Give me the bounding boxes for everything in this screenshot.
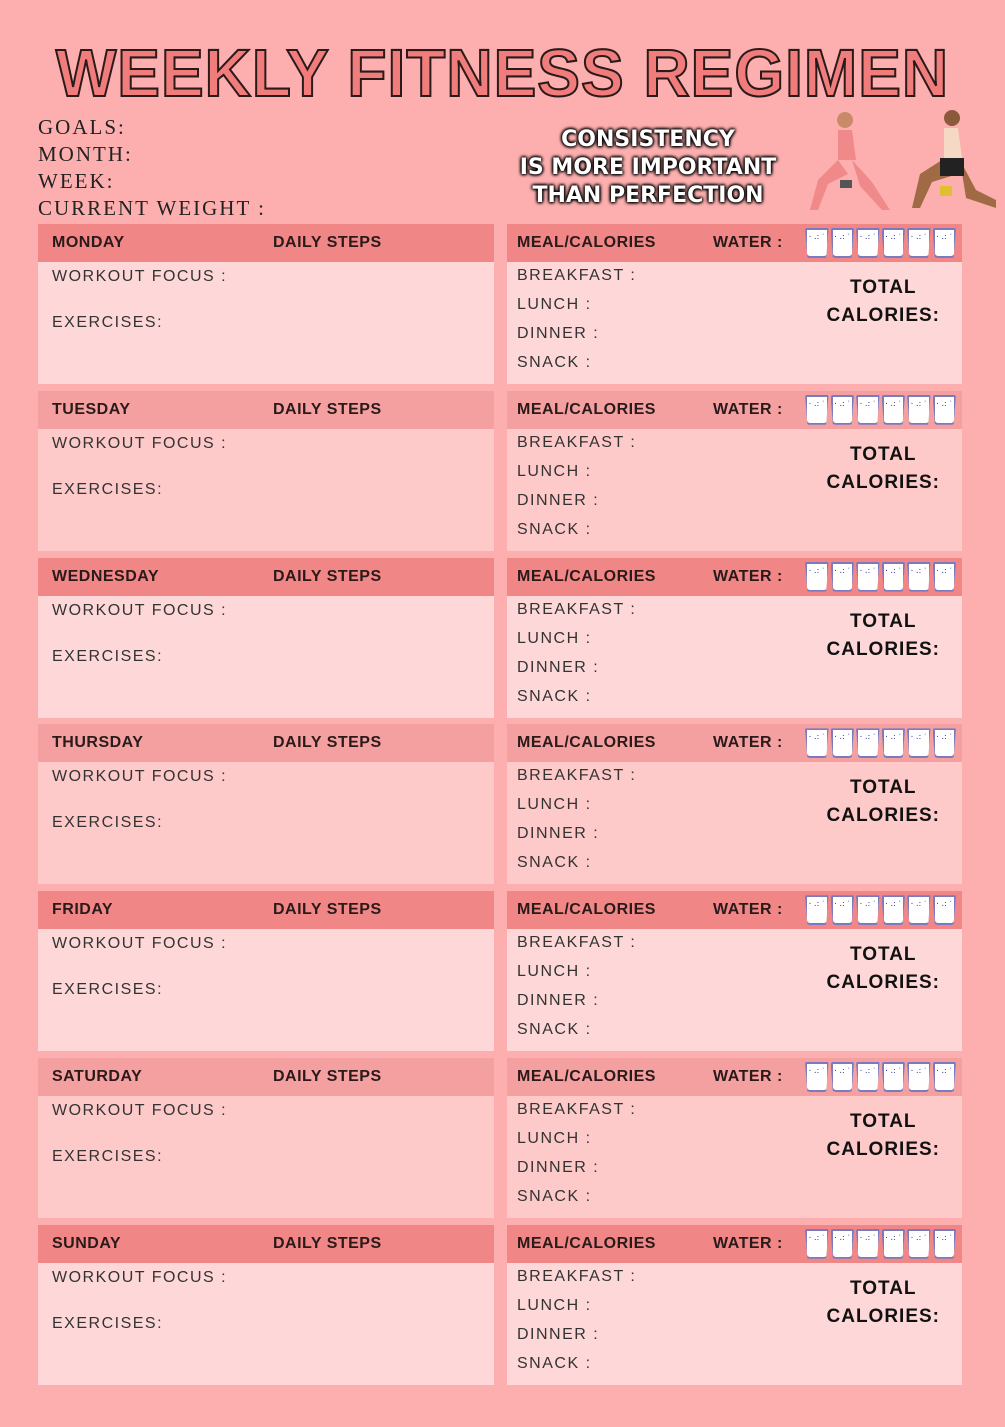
water-cup-icon[interactable] [907,728,931,758]
workout-focus-field[interactable]: WORKOUT FOCUS : [52,601,228,619]
workout-card-body [38,596,494,718]
exercises-field[interactable]: EXERCISES: [52,1148,164,1165]
week-label: WEEK: [38,169,115,193]
water-cup-icon[interactable] [805,895,829,925]
total-label: TOTAL [849,277,917,298]
meal-card-header [507,724,962,762]
meal-card-body [507,929,962,1051]
water-cup-icon[interactable] [805,1229,829,1259]
workout-card-friday [38,891,494,1051]
breakfast-field[interactable]: BREAKFAST : [517,1101,637,1118]
meal-card-thursday [507,724,962,884]
water-cup-icon[interactable] [933,228,957,258]
daily-steps-field[interactable]: DAILY STEPS [273,400,382,418]
workout-card-header [38,558,494,596]
workout-focus-field[interactable]: WORKOUT FOCUS : [52,1102,228,1119]
exercises-field[interactable]: EXERCISES: [52,314,164,331]
meal-calories-label: MEAL/CALORIES [517,1234,656,1252]
water-tracker [805,895,956,925]
workout-focus-field[interactable]: WORKOUT FOCUS : [52,768,228,786]
total-label: TOTAL [849,1111,917,1132]
water-label: WATER : [713,400,783,418]
water-tracker [805,728,956,758]
dinner-field[interactable]: DINNER : [517,992,600,1010]
workout-card-body [38,262,494,384]
water-cup-icon[interactable] [882,1229,906,1259]
water-cup-icon[interactable] [907,1229,931,1259]
meal-card-tuesday [507,391,962,551]
month-label: MONTH: [38,142,133,166]
total-label: TOTAL [849,610,917,632]
snack-field[interactable]: SNACK : [517,1021,592,1039]
meal-calories-label: MEAL/CALORIES [517,234,656,251]
total-calories-field[interactable] [827,274,941,330]
calories-label: CALORIES: [826,805,940,827]
water-cup-icon[interactable] [882,895,906,925]
meal-card-monday [507,224,962,384]
water-cup-icon[interactable] [882,728,906,758]
day-label: WEDNESDAY [52,567,160,585]
workout-card-header [38,891,494,929]
water-label: WATER : [713,1234,783,1252]
water-label: WATER : [713,1068,783,1085]
workout-card-header [38,1225,494,1263]
day-label: SATURDAY [52,1068,143,1085]
water-label: WATER : [713,567,783,585]
lunch-field[interactable]: LUNCH : [517,796,592,814]
meal-card-sunday [507,1225,962,1385]
water-cup-icon[interactable] [831,728,855,758]
water-cup-icon[interactable] [907,228,931,258]
water-tracker [805,228,956,258]
day-label: THURSDAY [52,734,144,752]
workout-focus-field[interactable]: WORKOUT FOCUS : [52,935,228,953]
lunch-field[interactable]: LUNCH : [517,629,592,647]
water-cup-icon[interactable] [831,562,855,592]
meal-card-body [507,429,962,551]
calories-label: CALORIES: [826,1139,940,1160]
workout-card-body [38,429,494,551]
water-cup-icon[interactable] [831,395,855,425]
total-calories-field[interactable] [827,1275,941,1331]
exercises-field[interactable]: EXERCISES: [52,981,164,999]
snack-field[interactable]: SNACK : [517,687,592,705]
water-tracker [805,562,956,592]
daily-steps-field[interactable]: DAILY STEPS [273,734,382,752]
water-cup-icon[interactable] [856,562,880,592]
water-cup-icon[interactable] [907,395,931,425]
workout-focus-field[interactable]: WORKOUT FOCUS : [52,268,228,285]
dinner-field[interactable]: DINNER : [517,658,600,676]
water-cup-icon[interactable] [856,728,880,758]
day-label: SUNDAY [52,1234,122,1252]
meal-card-header [507,224,962,262]
water-cup-icon[interactable] [856,1062,880,1092]
calories-label: CALORIES: [826,1305,940,1327]
dinner-field[interactable]: DINNER : [517,1325,600,1343]
meal-card-body [507,1263,962,1385]
water-cup-icon[interactable] [882,562,906,592]
breakfast-field[interactable]: BREAKFAST : [517,267,637,284]
water-label: WATER : [713,734,783,752]
meal-calories-label: MEAL/CALORIES [517,901,656,919]
quote-line: IS MORE IMPORTANT [519,155,777,180]
lunch-field[interactable]: LUNCH : [517,462,592,480]
water-cup-icon[interactable] [805,228,829,258]
day-label: FRIDAY [52,901,114,919]
water-cup-icon[interactable] [831,1062,855,1092]
meal-card-wednesday [507,558,962,718]
water-cup-icon[interactable] [831,228,855,258]
day-label: TUESDAY [52,400,131,418]
water-label: WATER : [713,234,783,251]
workout-card-tuesday [38,391,494,551]
workout-figures-illustration [800,108,1005,223]
total-calories-field[interactable] [827,774,941,830]
workout-focus-field[interactable]: WORKOUT FOCUS : [52,434,228,452]
water-cup-icon[interactable] [933,1229,957,1259]
workout-card-body [38,762,494,884]
water-cup-icon[interactable] [856,228,880,258]
total-calories-field[interactable] [827,941,941,997]
water-cup-icon[interactable] [933,728,957,758]
workout-card-body [38,929,494,1051]
water-cup-icon[interactable] [882,228,906,258]
meal-card-friday [507,891,962,1051]
water-cup-icon[interactable] [933,395,957,425]
water-cup-icon[interactable] [882,1062,906,1092]
calories-label: CALORIES: [826,638,940,660]
exercises-field[interactable]: EXERCISES: [52,647,164,665]
meal-calories-label: MEAL/CALORIES [517,567,656,585]
water-tracker [805,395,956,425]
meal-card-body [507,762,962,884]
daily-steps-field[interactable]: DAILY STEPS [273,234,382,251]
water-cup-icon[interactable] [805,562,829,592]
snack-field[interactable]: SNACK : [517,520,592,538]
water-cup-icon[interactable] [933,1062,957,1092]
lunch-field[interactable]: LUNCH : [517,296,592,313]
water-cup-icon[interactable] [831,895,855,925]
water-cup-icon[interactable] [805,395,829,425]
lunch-field[interactable]: LUNCH : [517,1130,592,1147]
meal-card-header [507,558,962,596]
calories-label: CALORIES: [826,305,940,326]
meal-card-header [507,1058,962,1096]
dinner-field[interactable]: DINNER : [517,325,600,342]
exercises-field[interactable]: EXERCISES: [52,1314,164,1332]
exercises-field[interactable]: EXERCISES: [52,480,164,498]
meal-card-body [507,596,962,718]
dinner-field[interactable]: DINNER : [517,825,600,843]
water-cup-icon[interactable] [856,1229,880,1259]
water-cup-icon[interactable] [831,1229,855,1259]
water-cup-icon[interactable] [933,895,957,925]
page-title: WEEKLY FITNESS REGIMEN [55,35,950,111]
total-label: TOTAL [849,777,917,799]
breakfast-field[interactable]: BREAKFAST : [517,433,637,451]
breakfast-field[interactable]: BREAKFAST : [517,934,637,952]
calories-label: CALORIES: [826,471,940,493]
meal-card-body [507,1096,962,1218]
meal-calories-label: MEAL/CALORIES [517,1068,656,1085]
water-cup-icon[interactable] [805,728,829,758]
workout-card-saturday [38,1058,494,1218]
water-cup-icon[interactable] [805,1062,829,1092]
workout-card-header [38,224,494,262]
workout-card-header [38,391,494,429]
workout-focus-field[interactable]: WORKOUT FOCUS : [52,1268,228,1286]
water-cup-icon[interactable] [907,895,931,925]
quote-line: CONSISTENCY [561,127,735,152]
meal-card-saturday [507,1058,962,1218]
total-label: TOTAL [849,944,917,966]
motivational-quote [500,126,796,210]
workout-card-body [38,1263,494,1385]
meal-calories-label: MEAL/CALORIES [517,734,656,752]
dinner-field[interactable]: DINNER : [517,491,600,509]
total-calories-field[interactable] [827,1108,941,1164]
goals-label: GOALS: [38,115,126,139]
water-cup-icon[interactable] [907,562,931,592]
workout-card-monday [38,224,494,384]
meal-card-body [507,262,962,384]
water-label: WATER : [713,901,783,919]
total-label: TOTAL [849,443,917,465]
calories-label: CALORIES: [826,972,940,994]
lunch-field[interactable]: LUNCH : [517,1296,592,1314]
water-cup-icon[interactable] [856,395,880,425]
water-tracker [805,1229,956,1259]
daily-steps-field[interactable]: DAILY STEPS [273,1234,382,1252]
day-label: MONDAY [52,234,125,251]
total-calories-field[interactable] [827,608,941,664]
snack-field[interactable]: SNACK : [517,354,592,371]
daily-steps-field[interactable]: DAILY STEPS [273,567,382,585]
workout-card-header [38,724,494,762]
breakfast-field[interactable]: BREAKFAST : [517,1267,637,1285]
workout-card-wednesday [38,558,494,718]
dinner-field[interactable]: DINNER : [517,1159,600,1176]
workout-card-header [38,1058,494,1096]
water-cup-icon[interactable] [907,1062,931,1092]
water-cup-icon[interactable] [882,395,906,425]
total-label: TOTAL [849,1277,917,1299]
total-calories-field[interactable] [827,441,941,497]
water-tracker [805,1062,956,1092]
workout-card-body [38,1096,494,1218]
meal-card-header [507,891,962,929]
info-fields [38,114,266,222]
meal-card-header [507,1225,962,1263]
snack-field[interactable]: SNACK : [517,1188,592,1205]
daily-steps-field[interactable]: DAILY STEPS [273,901,382,919]
breakfast-field[interactable]: BREAKFAST : [517,600,637,618]
meal-calories-label: MEAL/CALORIES [517,400,656,418]
exercises-field[interactable]: EXERCISES: [52,814,164,832]
water-cup-icon[interactable] [933,562,957,592]
snack-field[interactable]: SNACK : [517,854,592,872]
meal-card-header [507,391,962,429]
water-cup-icon[interactable] [856,895,880,925]
workout-card-thursday [38,724,494,884]
breakfast-field[interactable]: BREAKFAST : [517,767,637,785]
snack-field[interactable]: SNACK : [517,1354,592,1372]
workout-card-sunday [38,1225,494,1385]
lunch-field[interactable]: LUNCH : [517,963,592,981]
daily-steps-field[interactable]: DAILY STEPS [273,1068,382,1085]
quote-line: THAN PERFECTION [532,183,764,208]
current-weight-label: CURRENT WEIGHT : [38,196,267,220]
